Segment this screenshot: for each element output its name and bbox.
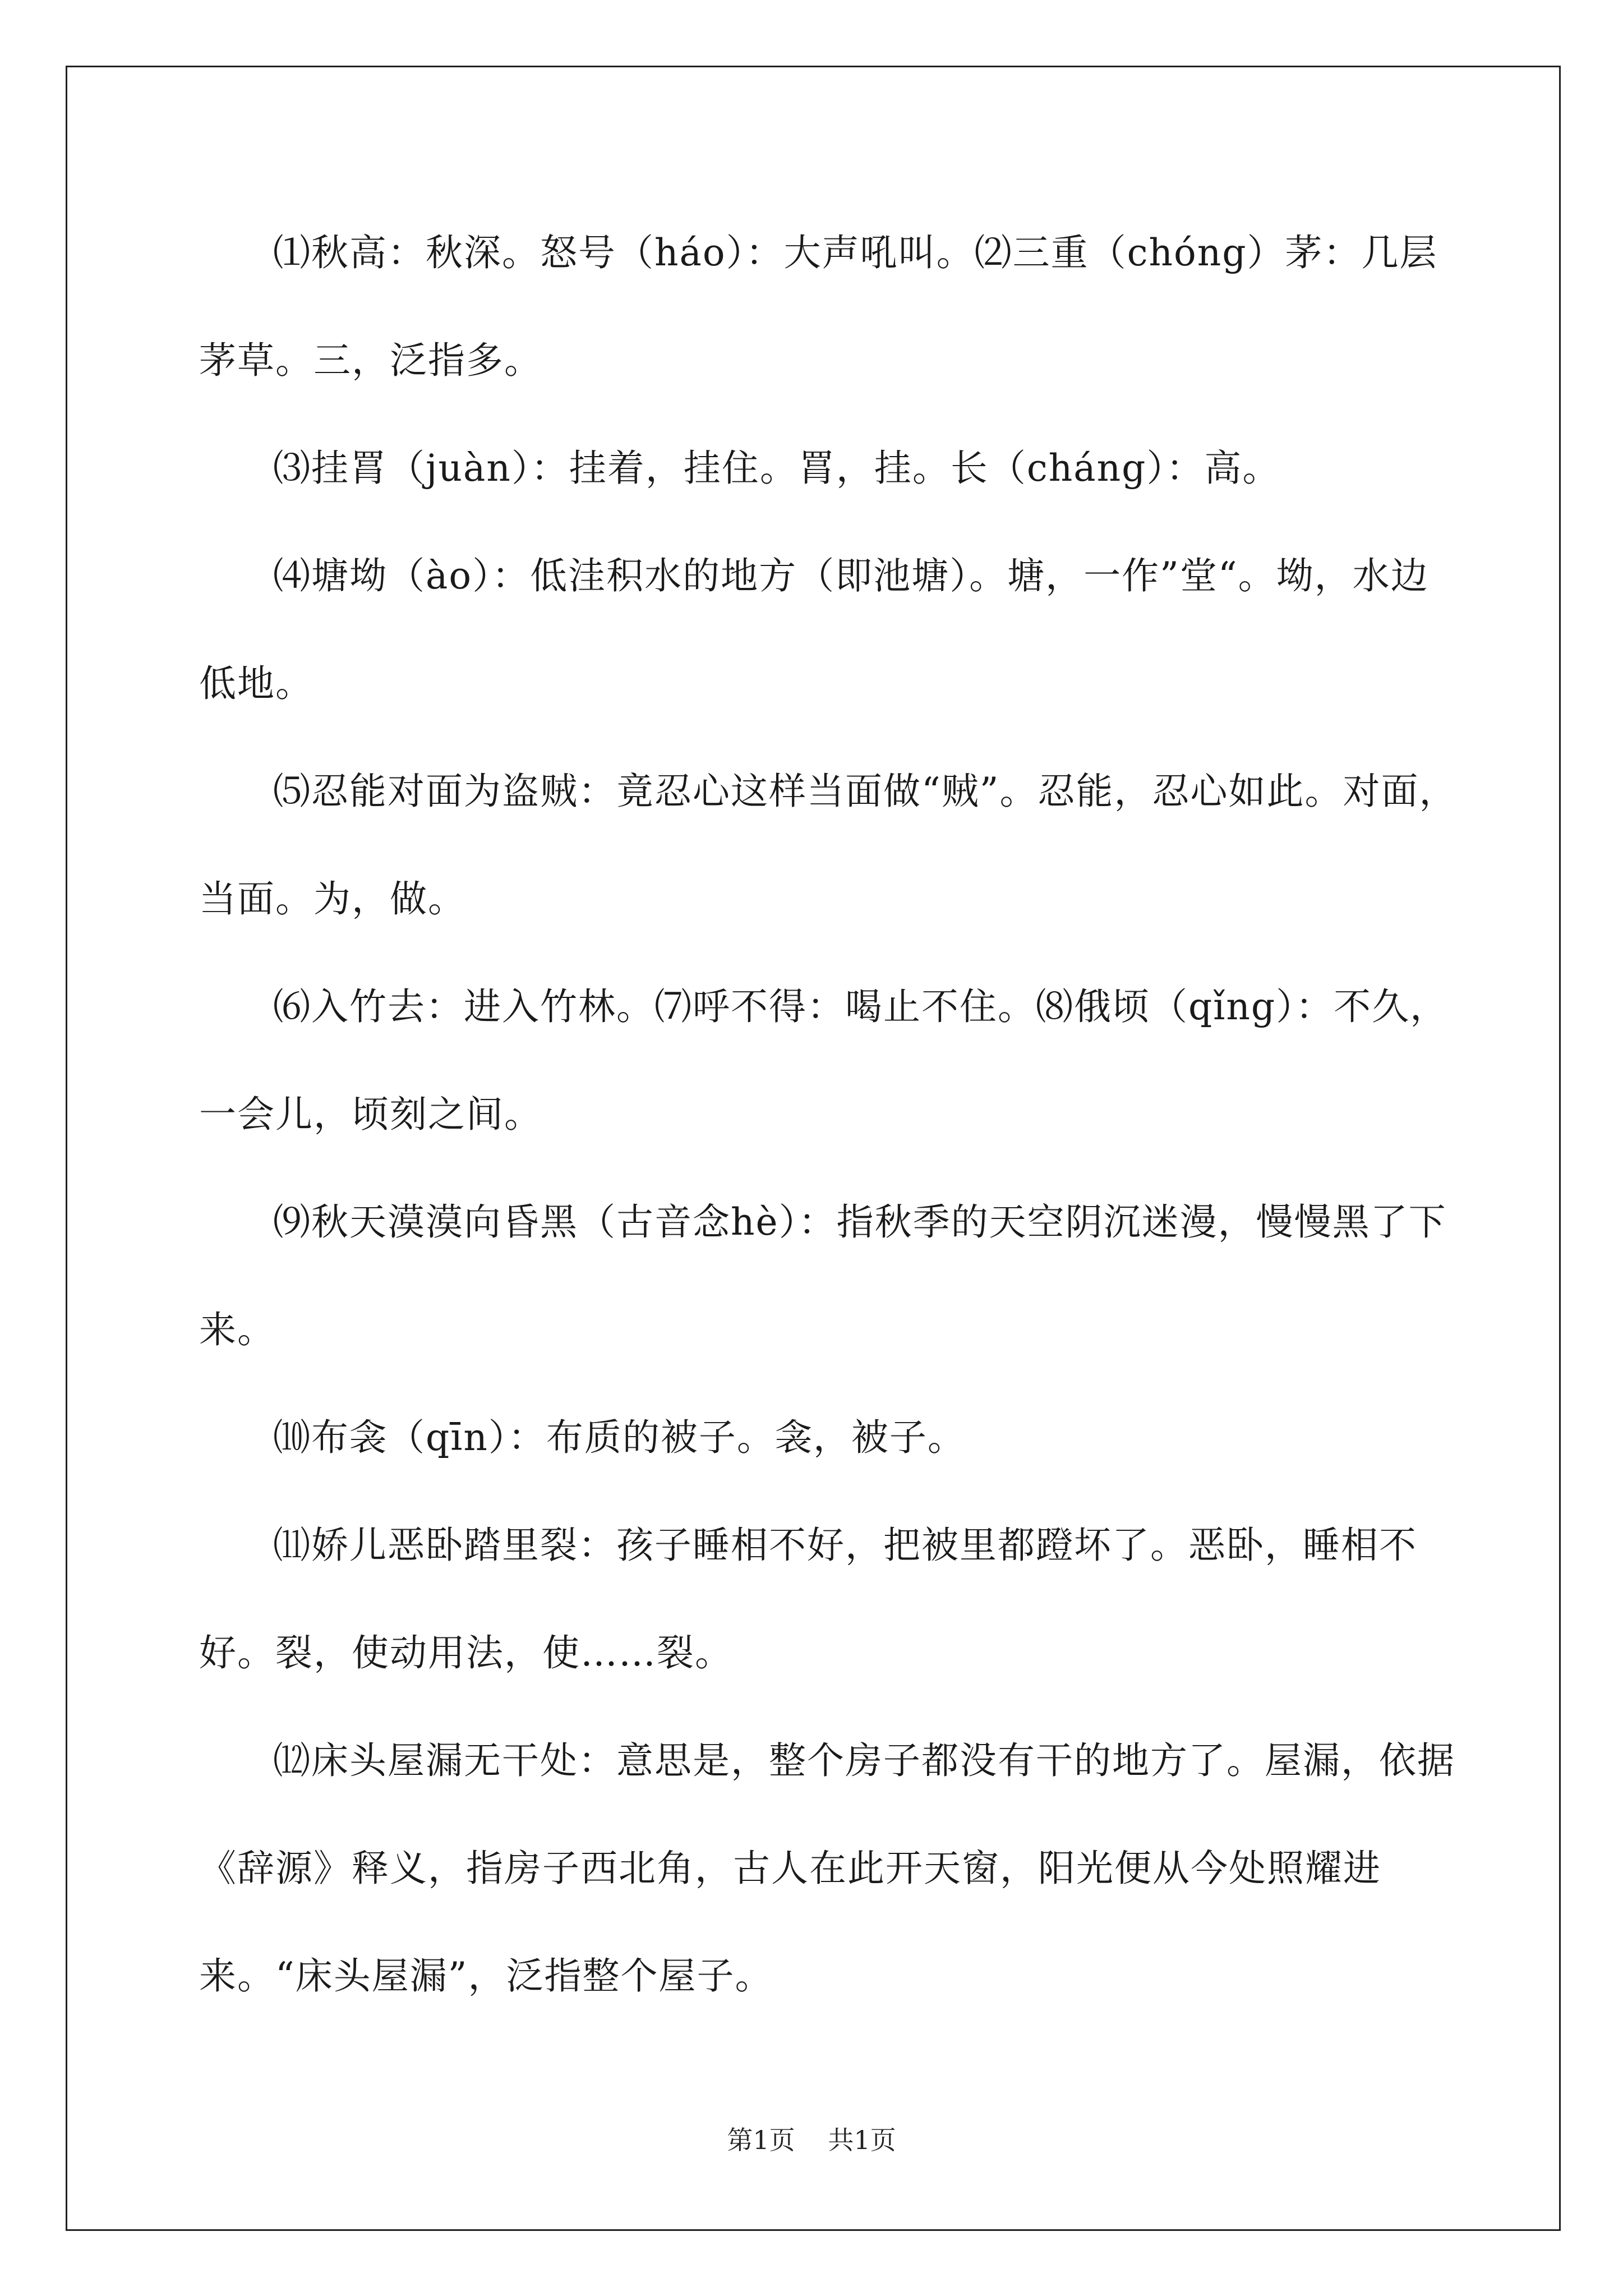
annotation-paragraph: ⑾娇儿恶卧踏里裂：孩子睡相不好，把被里都蹬坏了。恶卧，睡相不好。裂，使动用法，使……裂。 [199, 1524, 1417, 1674]
annotation-paragraph: ⑷塘坳（ào）：低洼积水的地方（即池塘）。塘，一作”堂“。坳，水边低地。 [199, 554, 1429, 705]
annotation-paragraph: ⑸忍能对面为盗贼：竟忍心这样当面做“贼”。忍能，忍心如此。对面，当面。为，做。 [199, 770, 1458, 921]
page-number-current: 第1页 [727, 2125, 795, 2155]
annotation-paragraph: ⑼秋天漠漠向昏黑（古音念hè）：指秋季的天空阴沉迷漫，慢慢黑了下来。 [199, 1200, 1447, 1351]
annotation-paragraph: ⑽布衾（qīn）：布质的被子。衾，被子。 [273, 1416, 966, 1459]
annotation-paragraph: ⑹入竹去：进入竹林。⑺呼不得：喝止不住。⑻俄顷（qǐng）：不久，一会儿，顷刻之间。 [199, 985, 1449, 1136]
annotation-paragraph: ⑿床头屋漏无干处：意思是，整个房子都没有干的地方了。屋漏，依据《辞源》释义，指房子西北角，古人在此开天窗，阳光便从今处照耀进来。“床头屋漏”，泛指整个屋子。 [199, 1739, 1455, 1998]
annotation-paragraph: ⑴秋高：秋深。怒号（háo）：大声吼叫。⑵三重（chóng）茅：几层茅草。三，泛指多。 [199, 231, 1438, 382]
page-footer [0, 2123, 1623, 2157]
page-number-total: 共1页 [828, 2125, 896, 2155]
document-body [199, 199, 1461, 2030]
annotation-paragraph: ⑶挂罥（juàn）：挂着，挂住。罥，挂。长（cháng）：高。 [273, 447, 1281, 490]
